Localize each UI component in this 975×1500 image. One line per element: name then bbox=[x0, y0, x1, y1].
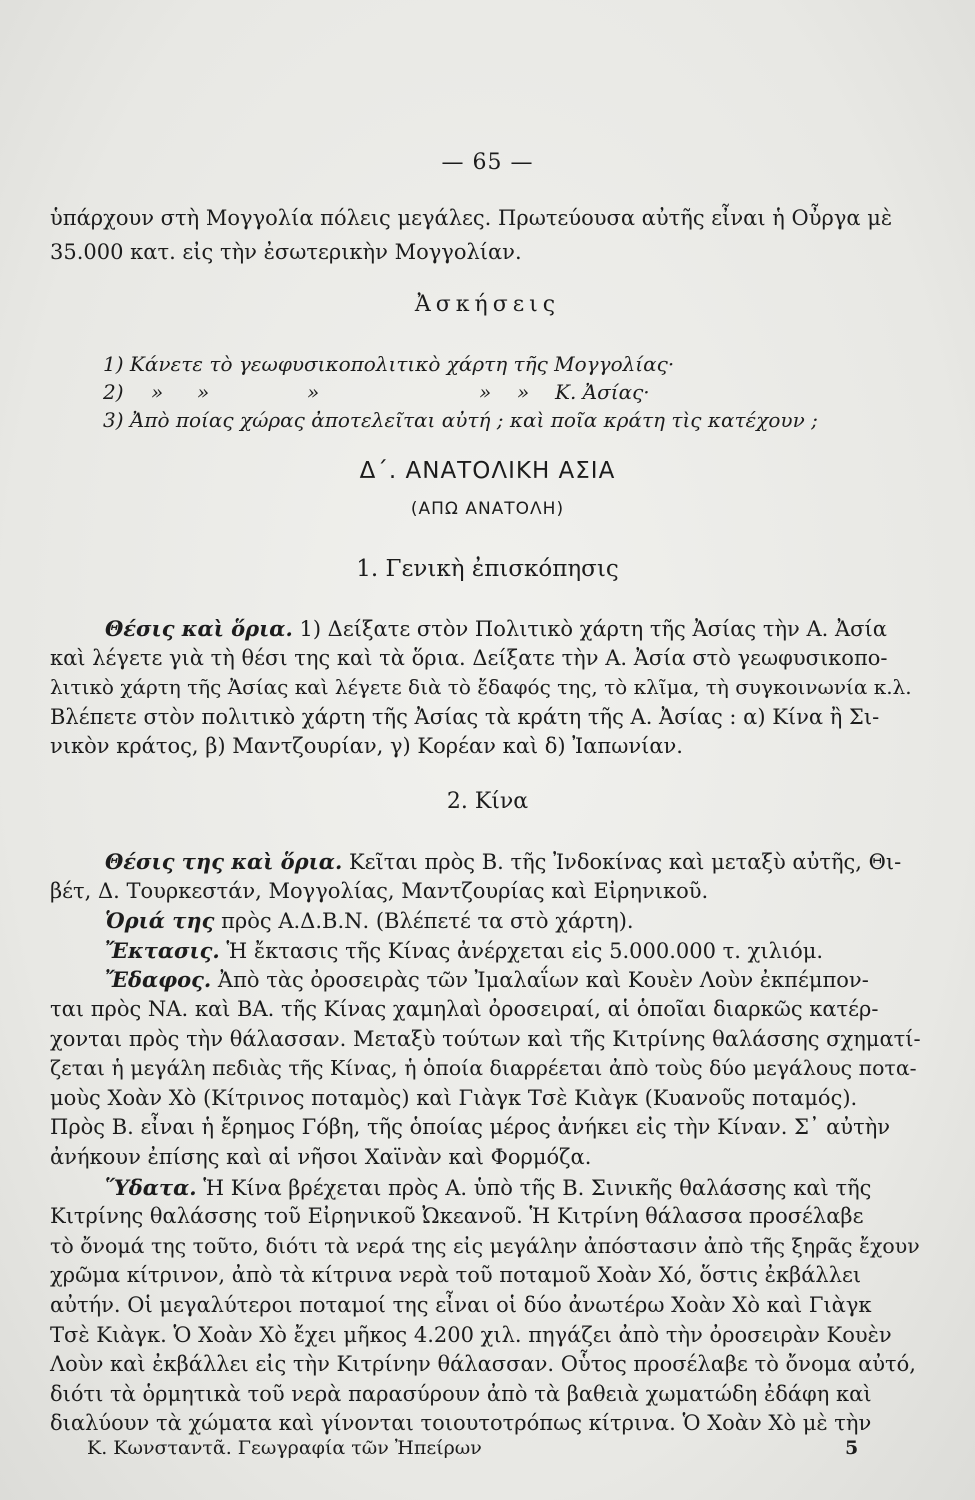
text-line: Πρὸς Β. εἶναι ἡ ἔρημος Γόβη, τῆς ὁποίας μέρος ἀνήκει εἰς τὴν Κίναν. Σ᾽ αὐτὴν bbox=[50, 1115, 891, 1140]
text-line: Κιτρίνης θαλάσσης τοῦ Εἰρηνικοῦ Ὠκεανοῦ. Ἡ Κιτρίνη θάλασσα προσέλαβε bbox=[50, 1204, 864, 1229]
exercise-text: Κ. Ἀσίας· bbox=[555, 380, 650, 404]
text-line: Ἔκτασις. Ἡ ἔκτασις τῆς Κίνας ἀνέρχεται εἰς 5.000.000 τ. χιλιόμ. bbox=[105, 937, 824, 963]
text-line: καὶ λέγετε γιὰ τὴ θέσι της καὶ τὰ ὅρια. Δείξατε τὴν Α. Ἀσία στὸ γεωφυσικοπο- bbox=[50, 645, 888, 670]
text-line: 35.000 κατ. εἰς τὴν ἐσωτερικὴν Μογγολίαν. bbox=[50, 240, 522, 264]
text-line: χονται πρὸς τὴν θάλασσαν. Μεταξὺ τούτων καὶ τῆς Κιτρίνης θαλάσσης σχηματί- bbox=[50, 1026, 921, 1051]
text-line: λιτικὸ χάρτη τῆς Ἀσίας καὶ λέγετε διὰ τὸ ἔδαφός της, τὸ κλῖμα, τὴ συγκοινωνία κ.λ. bbox=[50, 675, 912, 700]
ditto-mark: » bbox=[479, 380, 492, 404]
text-line: ἀνήκουν ἐπίσης καὶ αἱ νῆσοι Χαϊνὰν καὶ Φορμόζα. bbox=[50, 1144, 592, 1169]
paragraph-lead: Ὁριά της bbox=[105, 908, 215, 934]
text-line: Θέσις καὶ ὅρια. 1) Δείξατε στὸν Πολιτικὸ χάρτη τῆς Ἀσίας τὴν Α. Ἀσία bbox=[105, 616, 887, 641]
paragraph-lead: Θέσις της καὶ ὅρια. bbox=[105, 849, 343, 874]
text-line: Ὕδατα. Ἡ Κίνα βρέχεται πρὸς Α. ὑπὸ τῆς Β. Σινικῆς θαλάσσης καὶ τῆς bbox=[105, 1174, 872, 1200]
section-subtitle: (ΑΠΩ ΑΝΑΤΟΛΗ) bbox=[410, 499, 565, 519]
text-line: ζεται ἡ μεγάλη πεδιὰς τῆς Κίνας, ἡ ὁποία διαρρέεται ἀπὸ τοὺς δύο μεγάλους ποτα- bbox=[50, 1056, 917, 1081]
ditto-mark: » bbox=[307, 380, 320, 404]
text-line: τὸ ὄνομά της τοῦτο, διότι τὰ νερά της εἰς μεγάλην ἀπόστασιν ἀπὸ τῆς ξηρᾶς ἔχουν bbox=[50, 1233, 920, 1258]
text-line: μοὺς Χοὰν Χὸ (Κίτρινος ποταμὸς) καὶ Γιὰγκ Τσὲ Κιὰγκ (Κυανοῦς ποταμός). bbox=[50, 1085, 858, 1110]
text-line: διότι τὰ ὁρμητικὰ τοῦ νερὰ παρασύρουν ἀπὸ τὰ βαθειὰ χωματώδη ἐδάφη καὶ bbox=[50, 1381, 872, 1406]
text-line: ὑπάρχουν στὴ Μογγολία πόλεις μεγάλες. Πρωτεύουσα αὐτῆς εἶναι ἡ Οὖργα μὲ bbox=[50, 206, 893, 230]
exercise-item: 3) Ἀπὸ ποίας χώρας ἀποτελεῖται αὐτή ; καὶ ποῖα κράτη τὶς κατέχουν ; bbox=[103, 408, 818, 432]
footer-credit: Κ. Κωνσταντᾶ. Γεωγραφία τῶν Ἠπείρων bbox=[87, 1437, 482, 1459]
text-line: Ὁριά της πρὸς Α.Δ.Β.Ν. (Βλέπετέ τα στὸ χάρτη). bbox=[105, 908, 634, 934]
page-number: — 65 — bbox=[441, 150, 534, 175]
exercise-item: 1) Κάνετε τὸ γεωφυσικοπολιτικὸ χάρτη τῆς Μογγολίας· bbox=[103, 352, 675, 376]
exercise-number: 2) bbox=[103, 380, 124, 404]
section-title: Δ΄. ΑΝΑΤΟΛΙΚΗ ΑΣΙΑ bbox=[359, 458, 616, 484]
text-line: αὐτήν. Οἱ μεγαλύτεροι ποταμοί της εἶναι οἱ δύο ἀνωτέρω Χοὰν Χὸ καὶ Γιὰγκ bbox=[50, 1292, 872, 1317]
paragraph-lead: Θέσις καὶ ὅρια. bbox=[105, 616, 293, 641]
text-line: διαλύουν τὰ χώματα καὶ γίνονται τοιουτοτρόπως κίτρινα. Ὁ Χοὰν Χὸ μὲ τὴν bbox=[50, 1411, 872, 1436]
china-paragraphs bbox=[50, 847, 930, 1439]
ditto-mark: » bbox=[197, 380, 210, 404]
overview-paragraph bbox=[50, 614, 930, 762]
ditto-mark: » bbox=[151, 380, 164, 404]
signature-mark: 5 bbox=[845, 1437, 859, 1459]
text-line: Βλέπετε στὸν πολιτικὸ χάρτη τῆς Ἀσίας τὰ κράτη τῆς Α. Ἀσίας : α) Κίνα ἢ Σι- bbox=[50, 704, 880, 729]
paragraph-lead: Ἔδαφος. bbox=[105, 967, 212, 993]
paragraph-lead: Ὕδατα. bbox=[105, 1174, 197, 1200]
paragraph-lead: Ἔκτασις. bbox=[105, 937, 220, 963]
text-line: Τσὲ Κιὰγκ. Ὁ Χοὰν Χὸ ἔχει μῆκος 4.200 χιλ. πηγάζει ἀπὸ τὴν ὀροσειρὰν Κουὲν bbox=[50, 1322, 892, 1347]
text-line: Θέσις της καὶ ὅρια. Κεῖται πρὸς Β. τῆς Ἰνδοκίνας καὶ μεταξὺ αὐτῆς, Θι- bbox=[105, 849, 902, 874]
text-line: Ἔδαφος. Ἀπὸ τὰς ὀροσειρὰς τῶν Ἰμαλαΐων καὶ Κουὲν Λοὺν ἐκπέμπον- bbox=[105, 967, 869, 993]
text-line: νικὸν κράτος, β) Μαντζουρίαν, γ) Κορέαν καὶ δ) Ἰαπωνίαν. bbox=[50, 734, 683, 759]
exercise-item-ditto bbox=[103, 378, 923, 406]
text-line: ται πρὸς ΝΑ. καὶ ΒΑ. τῆς Κίνας χαμηλαὶ ὀροσειραί, αἱ ὁποῖαι διαρκῶς κατέρ- bbox=[50, 996, 879, 1021]
subsection-title: 2. Κίνα bbox=[446, 789, 529, 814]
ditto-mark: » bbox=[517, 380, 530, 404]
exercises-heading: Ἀσκήσεις bbox=[414, 292, 561, 317]
intro-paragraph bbox=[50, 201, 930, 269]
text-line: Λοὺν καὶ ἐκβάλλει εἰς τὴν Κιτρίνην θάλασσαν. Οὗτος προσέλαβε τὸ ὄνομα αὐτό, bbox=[50, 1352, 916, 1377]
text-line: χρῶμα κίτρινον, ἀπὸ τὰ κίτρινα νερὰ τοῦ ποταμοῦ Χοὰν Χό, ὅστις ἐκβάλλει bbox=[50, 1263, 862, 1288]
exercises-list bbox=[103, 350, 923, 434]
subsection-title: 1. Γενικὴ ἐπισκόπησις bbox=[356, 556, 619, 582]
text-line: βέτ, Δ. Τουρκεστάν, Μογγολίας, Μαντζουρίας καὶ Εἰρηνικοῦ. bbox=[50, 878, 709, 903]
